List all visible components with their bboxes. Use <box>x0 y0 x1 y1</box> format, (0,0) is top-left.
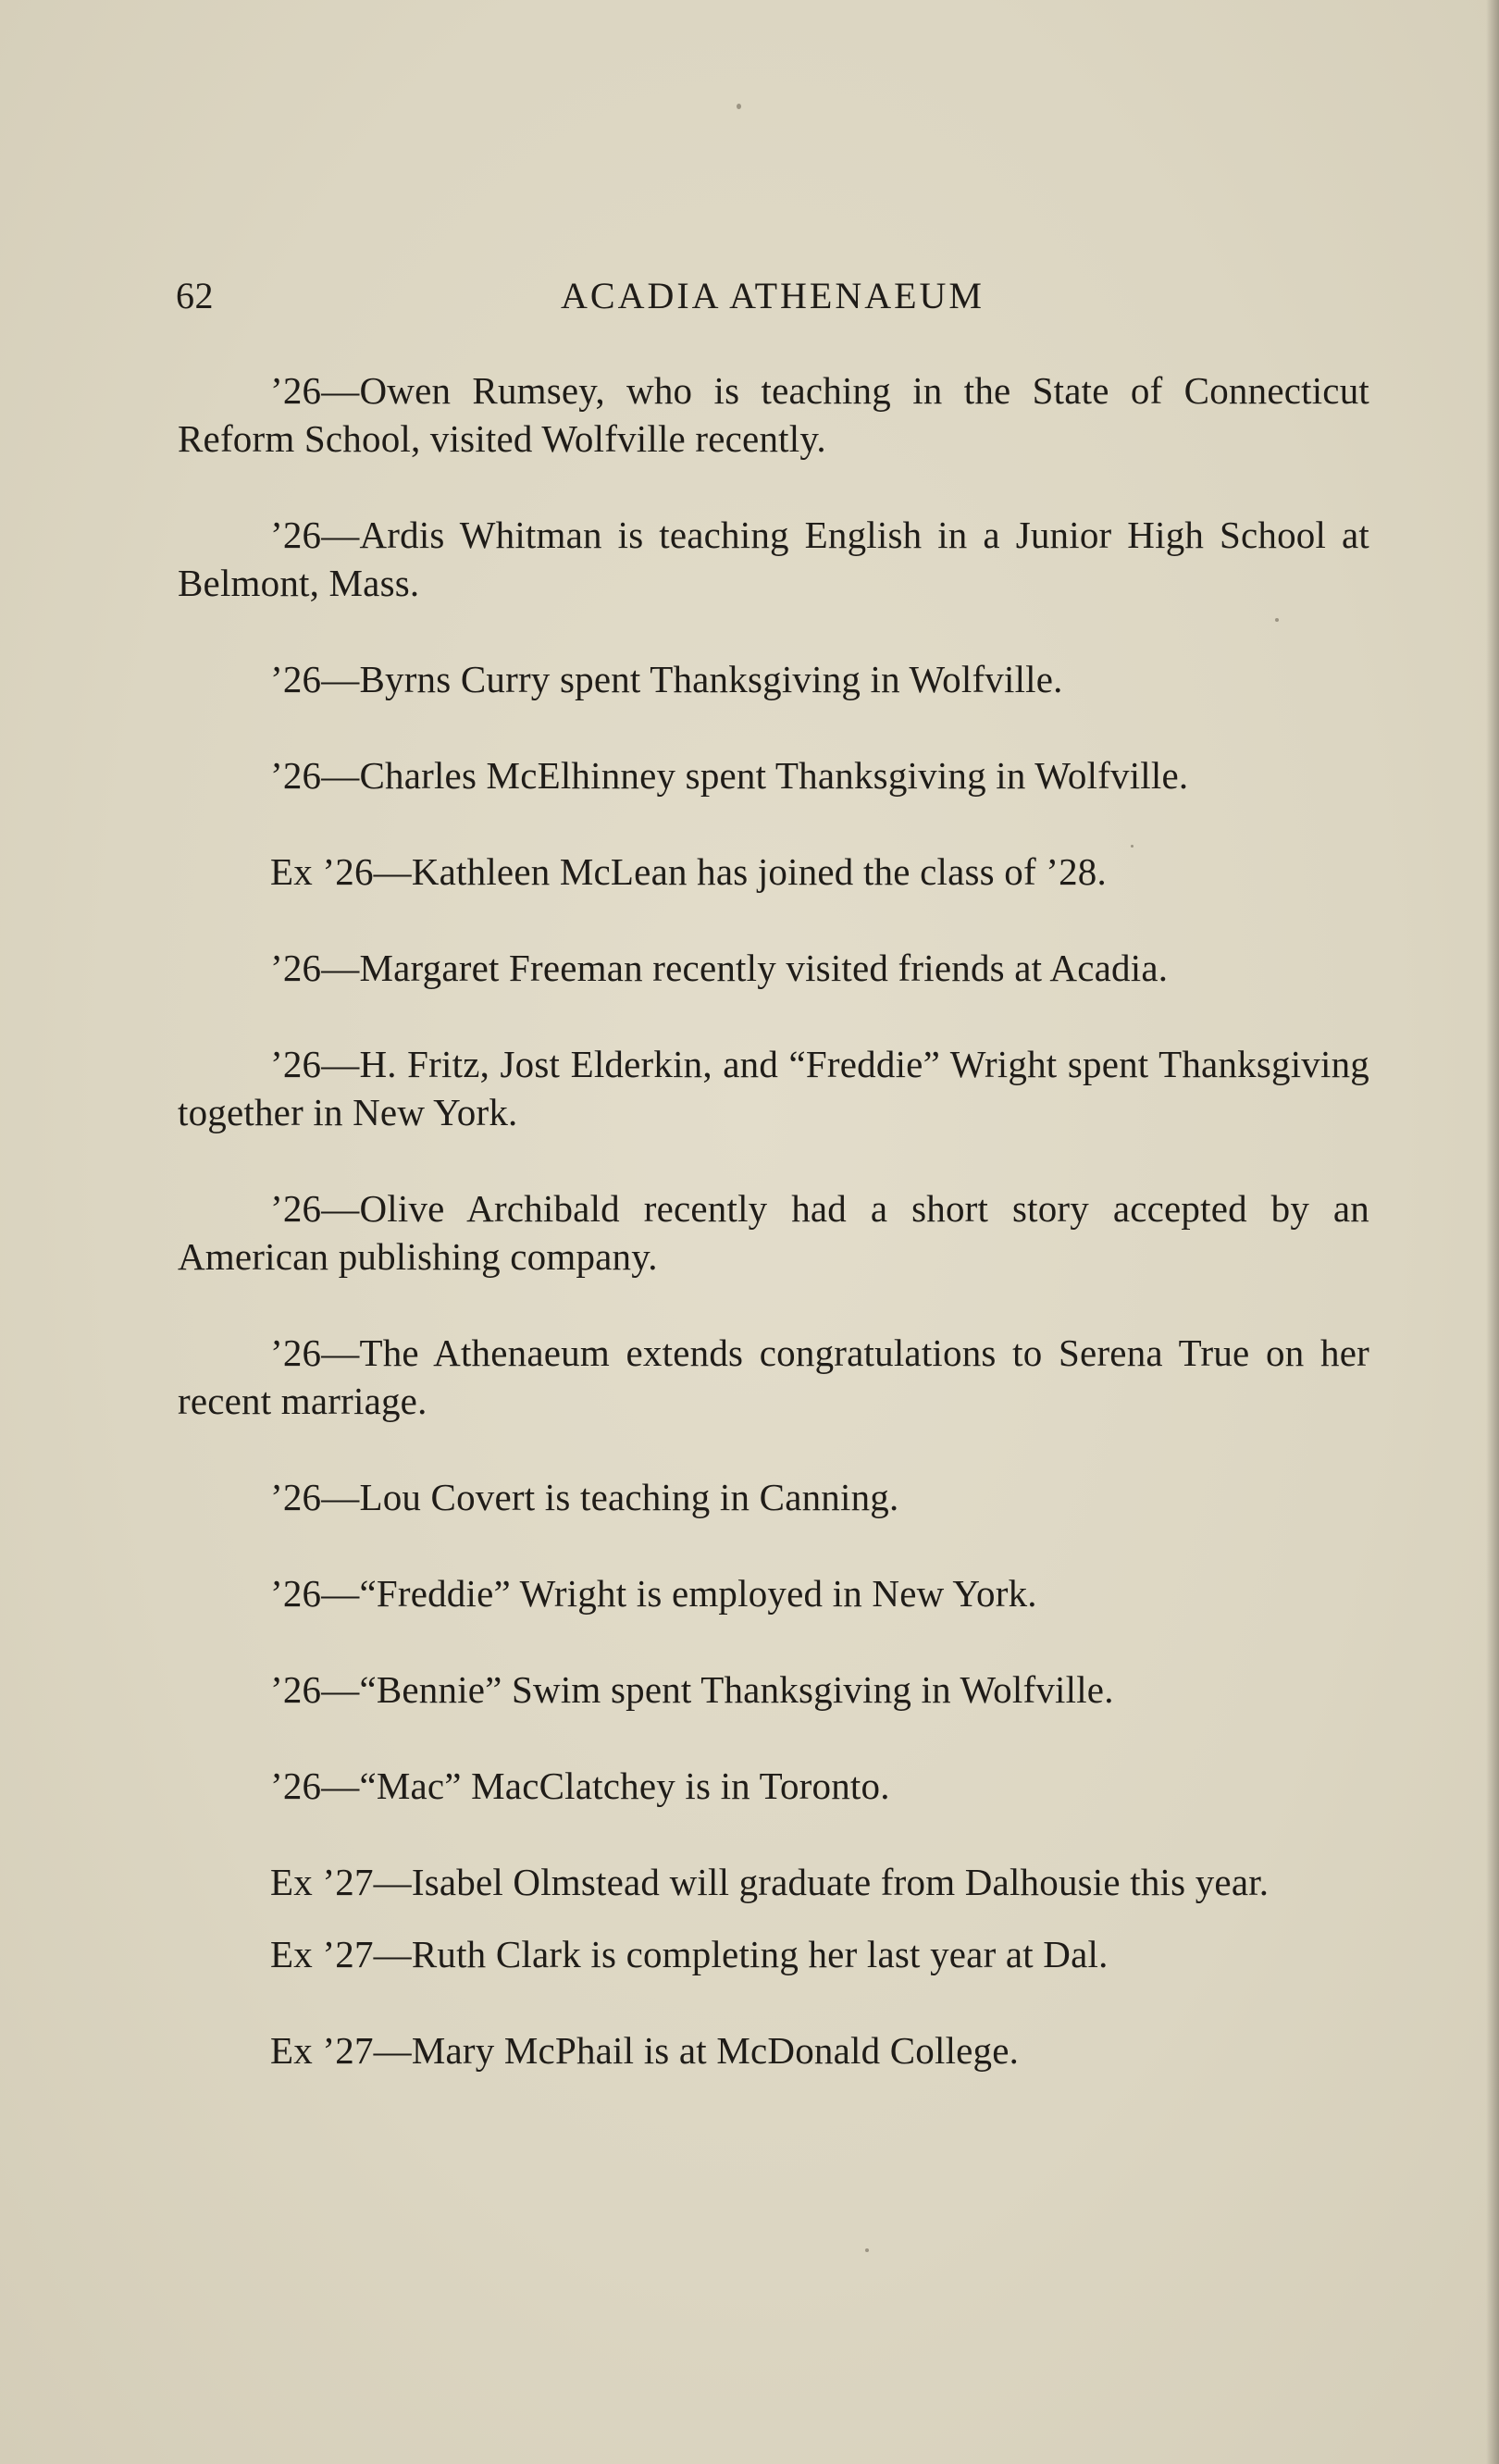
alumni-note: ’26—“Bennie” Swim spent Thanksgiving in Wolfville. <box>270 1668 1114 1711</box>
alumni-note: ’26—Ardis Whitman is teaching English in a Junior High School at Belmont, Mass. <box>178 514 1369 604</box>
alumni-note: ’26—Margaret Freeman recently visited friends at Acadia. <box>270 947 1169 989</box>
alumni-notes <box>178 366 1369 2123</box>
page-edge-shadow <box>1486 0 1499 2464</box>
alumni-note: ’26—Byrns Curry spent Thanksgiving in Wolfville. <box>270 658 1063 700</box>
alumni-note: Ex ’27—Mary McPhail is at McDonald College. <box>270 2029 1020 2072</box>
alumni-note: Ex ’26—Kathleen McLean has joined the class of ’28. <box>270 850 1107 893</box>
alumni-note: ’26—Lou Covert is teaching in Canning. <box>270 1476 899 1518</box>
running-title: ACADIA ATHENAEUM <box>561 275 985 316</box>
page-header <box>176 268 1369 324</box>
page-number: 62 <box>176 275 214 316</box>
alumni-note: ’26—Owen Rumsey, who is teaching in the State of Connecticut Reform School, visited Wolfville recently. <box>178 369 1369 460</box>
alumni-note: ’26—“Freddie” Wright is employed in New York. <box>270 1572 1037 1615</box>
alumni-note: ’26—Charles McElhinney spent Thanksgiving in Wolfville. <box>270 754 1189 797</box>
alumni-note: ’26—“Mac” MacClatchey is in Toronto. <box>270 1764 890 1807</box>
paper-speck <box>737 104 741 109</box>
alumni-note: ’26—H. Fritz, Jost Elderkin, and “Freddie” Wright spent Thanksgiving together in New York. <box>178 1043 1369 1133</box>
alumni-note: Ex ’27—Isabel Olmstead will graduate from Dalhousie this year. <box>270 1861 1270 1903</box>
alumni-note: ’26—The Athenaeum extends congratulations to Serena True on her recent marriage. <box>178 1331 1369 1422</box>
alumni-note: ’26—Olive Archibald recently had a short story accepted by an American publishing company. <box>178 1187 1369 1278</box>
paper-speck <box>865 2248 869 2252</box>
alumni-note: Ex ’27—Ruth Clark is completing her last year at Dal. <box>270 1933 1109 1975</box>
